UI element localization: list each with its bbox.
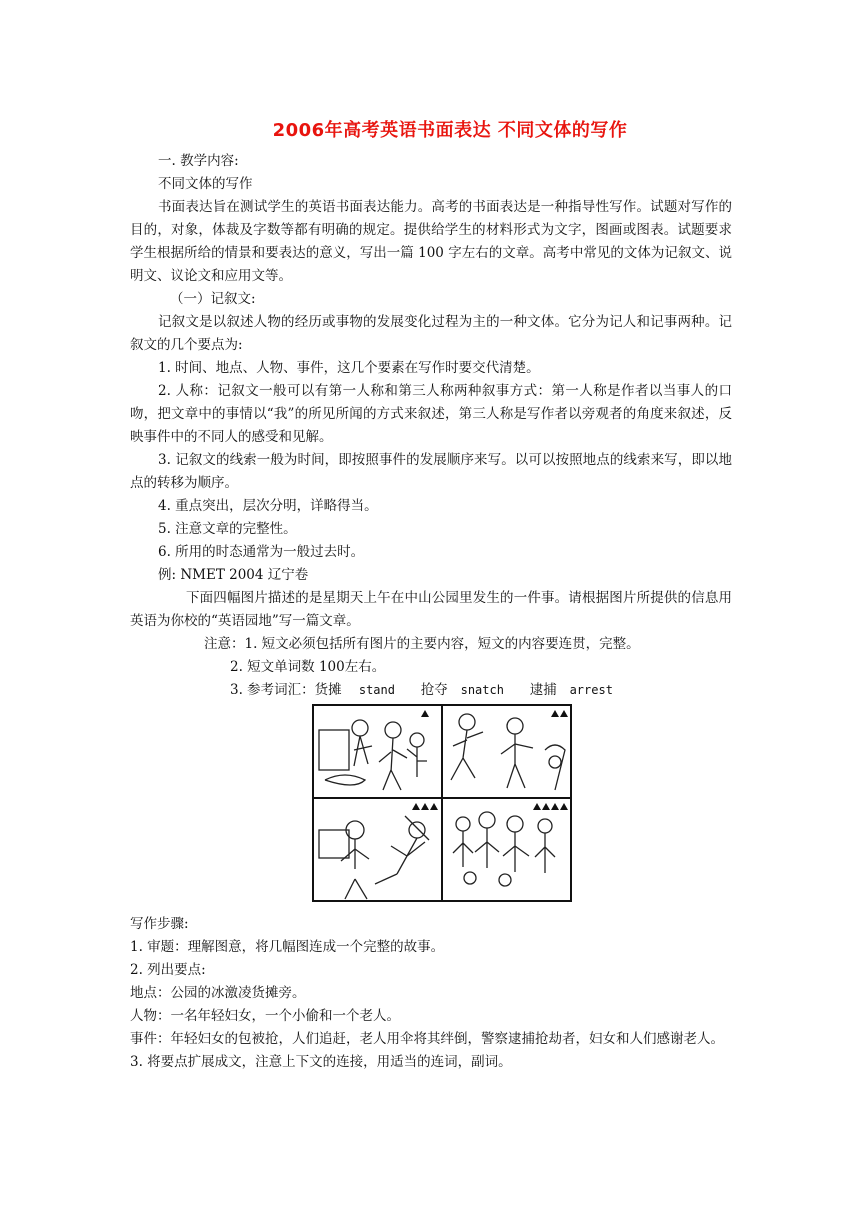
step-item: 2. 列出要点: (130, 962, 206, 978)
vocab-word: snatch (460, 683, 504, 697)
point-item: 5. 注意文章的完整性。 (158, 521, 297, 537)
document-body (130, 150, 732, 702)
comic-panels-image (305, 700, 575, 905)
narrative-definition: 记叙文是以叙述人物的经历或事物的发展变化过程为主的一种文体。它分为记人和记事两种。记叙文的几个要点为: (130, 314, 732, 353)
section-heading: 一. 教学内容: (158, 153, 239, 169)
note-vocab (130, 679, 732, 702)
step-people: 人物：一名年轻妇女，一个小偷和一个老人。 (130, 1008, 400, 1024)
point-item: 2. 人称：记叙文一般可以有第一人称和第三人称两种叙事方式：第一人称是作者以当事人的口吻，把文章中的事情以“我”的所见所闻的方式来叙述，第三人称是写作者以旁观者的角度来叙述，反映事件中的不同人的感受和见解。 (130, 383, 732, 445)
step-event: 事件：年轻妇女的包被抢，人们追赶，老人用伞将其绊倒，警察逮捕抢劫者，妇女和人们感谢老人。 (130, 1031, 724, 1047)
step-place: 地点：公园的冰激凌货摊旁。 (130, 985, 306, 1001)
section-subheading: 不同文体的写作 (158, 176, 253, 192)
vocab-word: stand (358, 683, 395, 697)
comic-figure (305, 700, 575, 905)
note-item: 注意：1. 短文必须包括所有图片的主要内容，短文的内容要连贯，完整。 (204, 636, 640, 652)
vocab-word: arrest (569, 683, 613, 697)
narrative-heading: （一）记叙文: (170, 291, 256, 307)
point-item: 4. 重点突出，层次分明，详略得当。 (158, 498, 378, 514)
step-item: 3. 将要点扩展成文，注意上下文的连接，用适当的连词，副词。 (130, 1054, 512, 1070)
vocab-word-cn: 逮捕 (529, 682, 557, 698)
vocab-label: 3. 参考词汇：货摊 (230, 682, 342, 698)
point-item: 6. 所用的时态通常为一般过去时。 (158, 544, 365, 560)
writing-steps (130, 913, 732, 1074)
point-item: 3. 记叙文的线索一般为时间，即按照事件的发展顺序来写。以可以按照地点的线索来写，即以地点的转移为顺序。 (130, 452, 732, 491)
point-item: 1. 时间、地点、人物、事件，这几个要素在写作时要交代清楚。 (158, 360, 540, 376)
intro-paragraph: 书面表达旨在测试学生的英语书面表达能力。高考的书面表达是一种指导性写作。试题对写作的目的，对象，体裁及字数等都有明确的规定。提供给学生的材料形式为文字，图画或图表。试题要求学生根据所给的情景和要表达的意义，写出一篇 100 字左右的文章。高考中常见的文体为记叙文、说明文、议论文和应用文等。 (130, 199, 732, 284)
document-title: 2006年高考英语书面表达 不同文体的写作 (272, 120, 628, 141)
step-item: 1. 审题：理解图意，将几幅图连成一个完整的故事。 (130, 939, 445, 955)
example-text: 下面四幅图片描述的是星期天上午在中山公园里发生的一件事。请根据图片所提供的信息用英语为你校的“英语园地”写一篇文章。 (130, 590, 732, 629)
note-item: 2. 短文单词数 100左右。 (230, 659, 386, 675)
steps-heading: 写作步骤: (130, 916, 189, 932)
vocab-word-cn: 抢夺 (420, 682, 448, 698)
example-label: 例: NMET 2004 辽宁卷 (158, 567, 309, 583)
